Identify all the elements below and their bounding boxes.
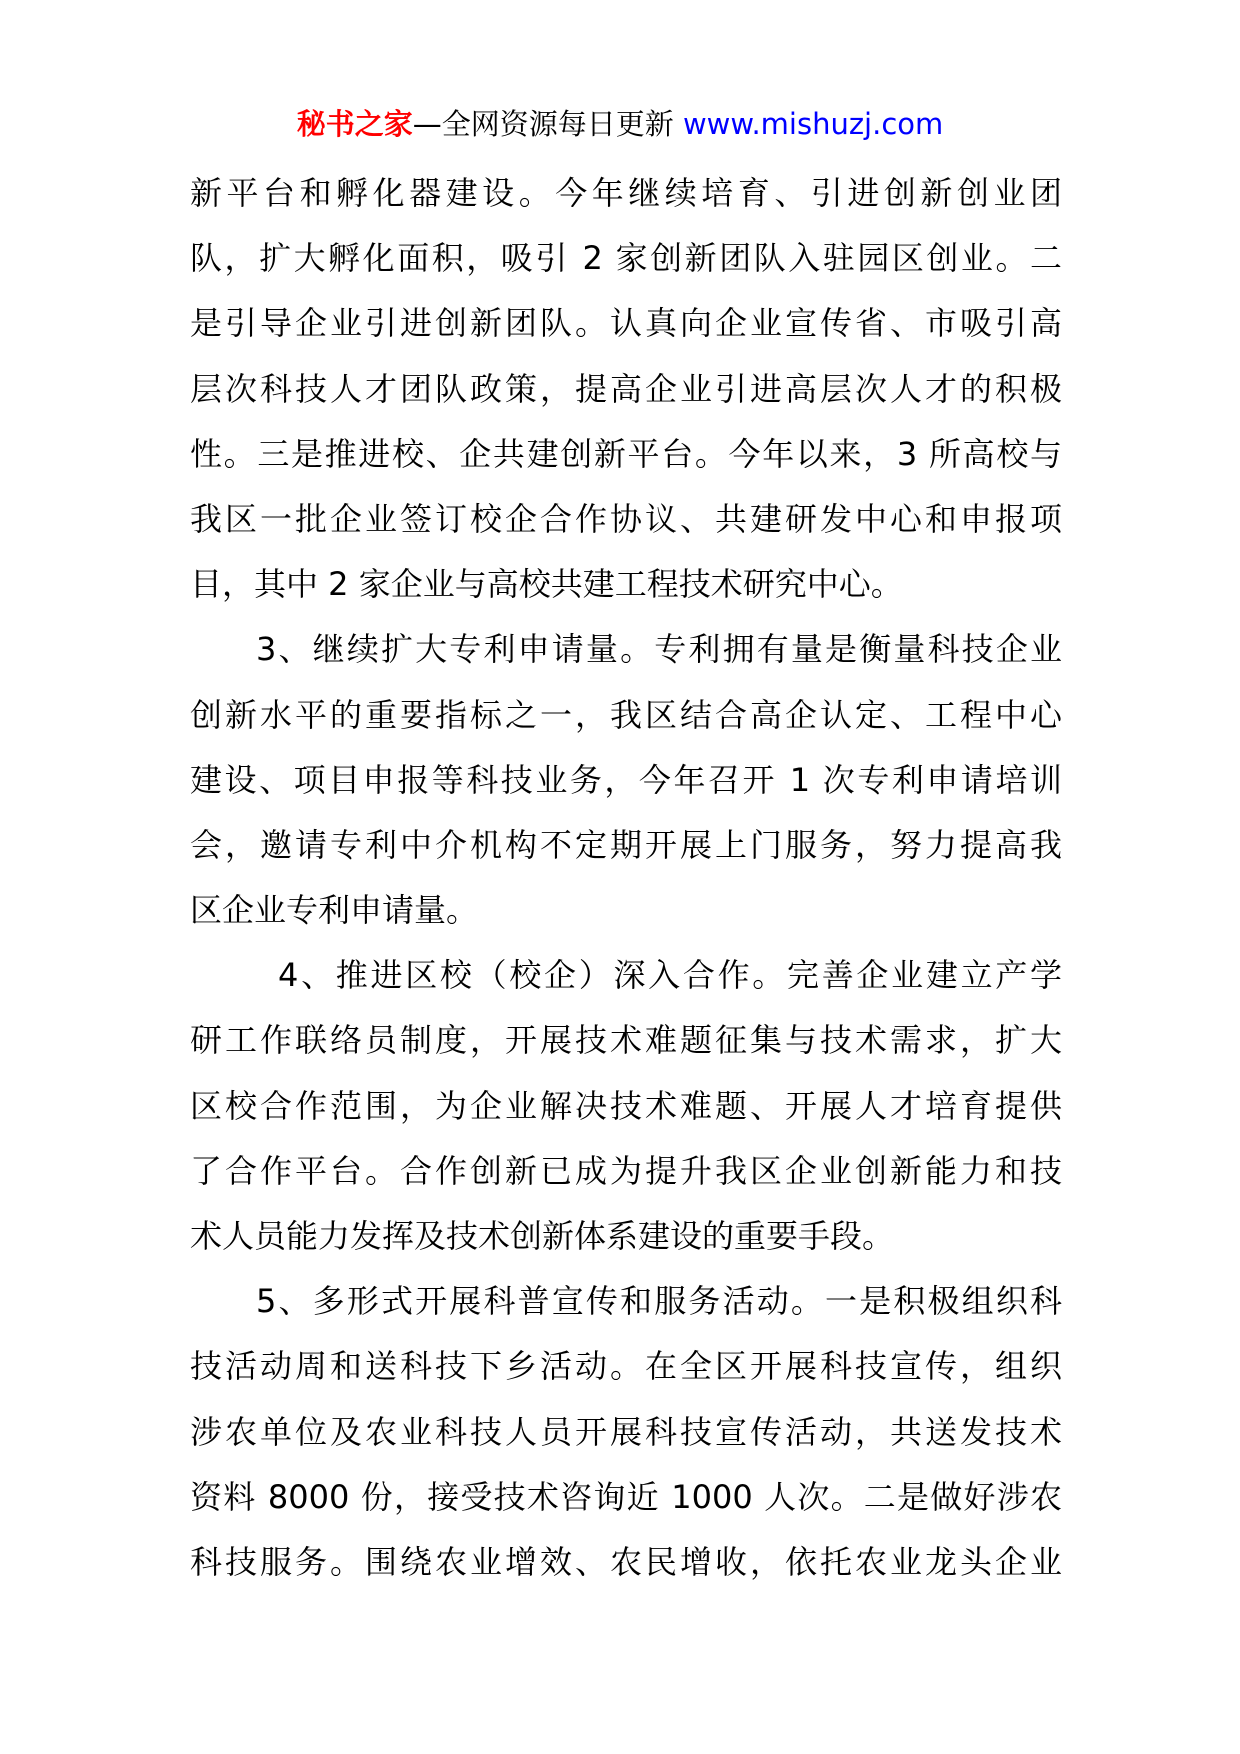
document-body — [190, 161, 1062, 1595]
header-url-link[interactable]: www.mishuzj.com — [682, 107, 944, 141]
body-line: 区企业专利申请量。 — [190, 891, 479, 930]
body-line: 新平台和孵化器建设。今年继续培育、引进创新创业团 — [190, 174, 1062, 212]
body-line: 是引导企业引进创新团队。认真向企业宣传省、市吸引高 — [190, 304, 1062, 343]
body-line: 研工作联络员制度，开展技术难题征集与技术需求，扩大 — [190, 1021, 1062, 1060]
body-line: 创新水平的重要指标之一，我区结合高企认定、工程中心 — [190, 695, 1062, 734]
body-line: 资料 8000 份，接受技术咨询近 1000 人次。二是做好涉农 — [190, 1477, 1062, 1516]
paragraph-5-start: 5、多形式开展科普宣传和服务活动。一是积极组织科 — [256, 1282, 1062, 1321]
body-line: 了合作平台。合作创新已成为提升我区企业创新能力和技 — [190, 1151, 1062, 1190]
body-line: 性。三是推进校、企共建创新平台。今年以来，3 所高校与 — [190, 434, 1062, 473]
body-line: 目，其中 2 家企业与高校共建工程技术研究中心。 — [190, 565, 903, 604]
body-line: 建设、项目申报等科技业务，今年召开 1 次专利申请培训 — [190, 760, 1062, 799]
body-line: 队，扩大孵化面积，吸引 2 家创新团队入驻园区创业。二 — [190, 239, 1062, 278]
body-line: 术人员能力发挥及技术创新体系建设的重要手段。 — [190, 1217, 895, 1255]
body-line: 我区一批企业签订校企合作协议、共建研发中心和申报项 — [190, 499, 1062, 538]
body-line: 会，邀请专利中介机构不定期开展上门服务，努力提高我 — [190, 825, 1062, 864]
body-line: 科技服务。围绕农业增效、农民增收，依托农业龙头企业 — [190, 1542, 1062, 1581]
paragraph-3-start: 3、继续扩大专利申请量。专利拥有量是衡量科技企业 — [256, 630, 1062, 669]
header-brand: 秘书之家 — [296, 107, 413, 141]
header-tagline: —全网资源每日更新 — [412, 107, 674, 141]
body-line: 涉农单位及农业科技人员开展科技宣传活动，共送发技术 — [190, 1412, 1062, 1451]
body-line: 层次科技人才团队政策，提高企业引进高层次人才的积极 — [190, 369, 1062, 408]
body-line: 区校合作范围，为企业解决技术难题、开展人才培育提供 — [190, 1086, 1062, 1125]
page-header — [0, 104, 1240, 144]
paragraph-4-start: 4、推进区校（校企）深入合作。完善企业建立产学 — [278, 956, 1062, 995]
body-line: 技活动周和送科技下乡活动。在全区开展科技宣传，组织 — [190, 1347, 1062, 1386]
